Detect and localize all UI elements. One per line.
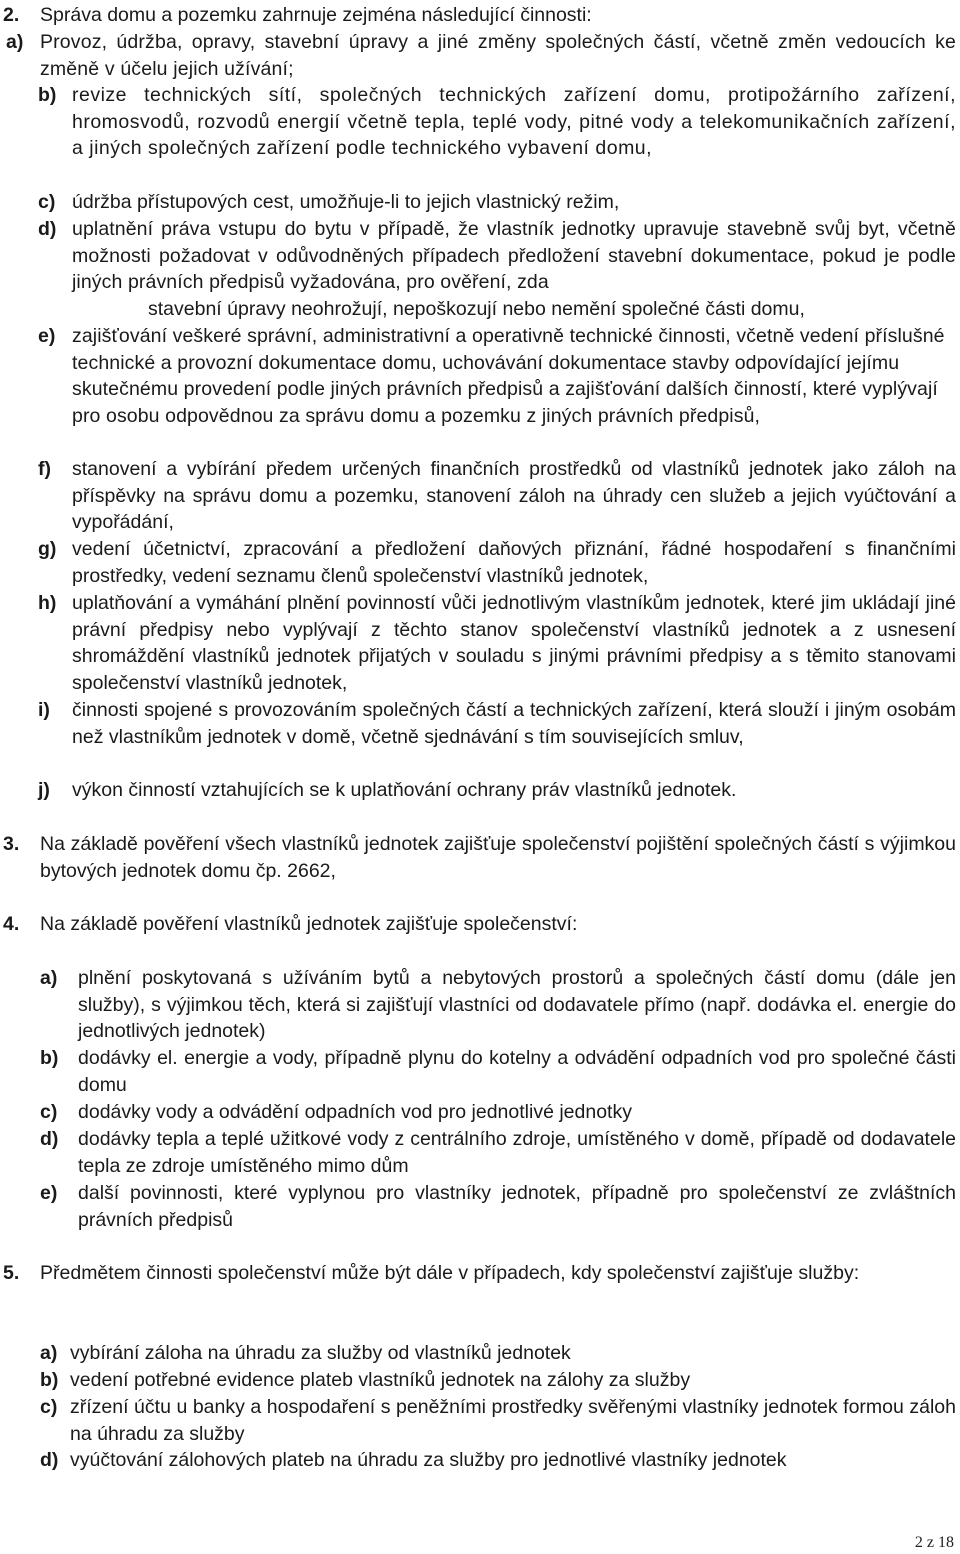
item-text: Provoz, údržba, opravy, stavební úpravy a jiné změny společných částí, včetně změn vedoucích ke změně v účelu jejich užívání; <box>40 31 956 80</box>
section-3-number: 3. <box>3 833 20 855</box>
s5-item-d <box>40 1447 956 1474</box>
item-text: uplatnění práva vstupu do bytu v případě, že vlastník jednotky upravuje stavebně svůj byt, včetně možnosti požadovat v odůvodněných případech předložení stavební dokumentace, pokud je podle jiných právních předpisů vyžadována, pro ověření, zda <box>72 218 956 294</box>
section-5-intro: Předmětem činnosti společenství může být dále v případech, kdy společenství zajišťuje služby: <box>40 1262 860 1284</box>
item-label: e) <box>40 1182 58 1204</box>
page-number: 2 z 18 <box>914 1534 954 1551</box>
s5-item-a <box>40 1340 956 1367</box>
s2-item-e <box>38 323 956 430</box>
item-text: dodávky el. energie a vody, případně plynu do kotelny a odvádění odpadních vod pro společné části domu <box>78 1047 956 1096</box>
s4-item-d <box>40 1126 956 1179</box>
item-label: i) <box>38 699 50 721</box>
item-text: činnosti spojené s provozováním společných částí a technických zařízení, která slouží i jiným osobám než vlastníkům jednotek v domě, včetně sjednávání s tím souvisejících smluv, <box>72 699 956 748</box>
item-label: a) <box>40 1342 58 1364</box>
section-3-text: Na základě pověření všech vlastníků jednotek zajišťuje společenství pojištění společných částí s výjimkou bytových jednotek domu čp. 2662, <box>40 833 956 882</box>
item-label: a) <box>6 31 24 53</box>
s4-item-e <box>40 1180 956 1233</box>
s4-item-b <box>40 1045 956 1098</box>
item-text: plnění poskytovaná s užíváním bytů a nebytových prostorů a společných částí domu (dále jen služby), s výjimkou těch, která si zajišťují vlastníci od dodavatele přímo (např. dodávka el. energie do jednotlivých jednotek) <box>78 967 956 1043</box>
item-text: stanovení a vybírání předem určených finančních prostředků od vlastníků jednotek jako záloh na příspěvky na správu domu a pozemku, stanovení záloh na úhrady cen služeb a jejich vyúčtování a vypořádání, <box>72 458 956 534</box>
s2-item-b <box>38 82 956 162</box>
section-4-intro: Na základě pověření vlastníků jednotek zajišťuje společenství: <box>40 913 578 935</box>
item-label: j) <box>38 779 50 801</box>
item-label: d) <box>40 1449 59 1471</box>
s2-item-g <box>38 536 956 589</box>
s2-item-d-continuation: stavební úpravy neohrožují, nepoškozují nebo nemění společné části domu, <box>148 298 805 320</box>
item-text: dodávky vody a odvádění odpadních vod pro jednotlivé jednotky <box>78 1101 632 1123</box>
section-5-number: 5. <box>3 1262 20 1284</box>
section-4-number: 4. <box>3 913 20 935</box>
item-text: dodávky tepla a teplé užitkové vody z centrálního zdroje, umístěného v domě, případě od dodavatele tepla ze zdroje umístěného mimo dům <box>78 1128 956 1177</box>
section-2-number: 2. <box>3 4 20 26</box>
s2-item-a <box>6 29 956 82</box>
s4-item-c <box>40 1099 956 1126</box>
item-text: vybírání záloha na úhradu za služby od vlastníků jednotek <box>70 1342 571 1364</box>
item-label: a) <box>40 967 58 989</box>
item-label: d) <box>40 1128 59 1150</box>
s5-item-b <box>40 1367 956 1394</box>
item-label: e) <box>38 325 56 347</box>
s4-item-a <box>40 965 956 1045</box>
s2-item-f <box>38 456 956 536</box>
item-text: uplatňování a vymáhání plnění povinností vůči jednotlivým vlastníkům jednotek, které jim ukládají jiné právní předpisy nebo vyplývají z těchto stanov společenství vlastníků jednotek a z usnesení shromáždění vlastníků jednotek přijatých v souladu s jinými právními předpisy a s těmito stanovami společenství vlastníků jednotek, <box>72 592 956 695</box>
item-text: výkon činností vztahujících se k uplatňování ochrany práv vlastníků jednotek. <box>72 779 737 801</box>
section-2-intro: Správa domu a pozemku zahrnuje zejména následující činnosti: <box>40 4 592 26</box>
item-text: údržba přístupových cest, umožňuje-li to jejich vlastnický režim, <box>72 191 620 213</box>
item-text: vedení potřebné evidence plateb vlastníků jednotek na zálohy za služby <box>70 1369 691 1391</box>
item-text: další povinnosti, které vyplynou pro vlastníky jednotek, případně pro společenství ze zvláštních právních předpisů <box>78 1182 956 1231</box>
item-label: f) <box>38 458 51 480</box>
item-text: zajišťování veškeré správní, administrativní a operativně technické činnosti, včetně vedení příslušné technické a provozní dokumentace domu, uchovávání dokumentace stavby odpovídající jejímu skutečnému provedení podle jiných právních předpisů a zajišťování dalších činností, které vyplývají pro osobu odpovědnou za správu domu a pozemku z jiných právních předpisů, <box>72 325 945 428</box>
s2-item-d <box>38 216 956 296</box>
item-label: c) <box>38 191 56 213</box>
s2-item-h <box>38 590 956 697</box>
s2-item-c <box>38 189 956 216</box>
s2-item-i <box>38 697 956 750</box>
s5-item-c <box>40 1394 956 1447</box>
item-text: revize technických sítí, společných technických zařízení domu, protipožárního zařízení, hromosvodů, rozvodů energií včetně tepla, teplé vody, pitné vody a telekomunikačních zařízení, a jiných společných zařízení podle technického vybavení domu, <box>72 84 956 160</box>
item-text: zřízení účtu u banky a hospodaření s peněžními prostředky svěřenými vlastníky jednotek formou záloh na úhradu za služby <box>70 1396 956 1445</box>
s2-item-j <box>38 777 956 804</box>
item-label: b) <box>38 84 57 106</box>
item-label: b) <box>40 1047 59 1069</box>
item-text: vedení účetnictví, zpracování a předložení daňových přiznání, řádné hospodaření s finančními prostředky, vedení seznamu členů společenství vlastníků jednotek, <box>72 538 956 587</box>
item-label: c) <box>40 1396 58 1418</box>
item-label: g) <box>38 538 57 560</box>
item-label: h) <box>38 592 57 614</box>
item-label: b) <box>40 1369 59 1391</box>
item-label: c) <box>40 1101 58 1123</box>
item-label: d) <box>38 218 57 240</box>
item-text: vyúčtování zálohových plateb na úhradu za služby pro jednotlivé vlastníky jednotek <box>70 1449 787 1471</box>
